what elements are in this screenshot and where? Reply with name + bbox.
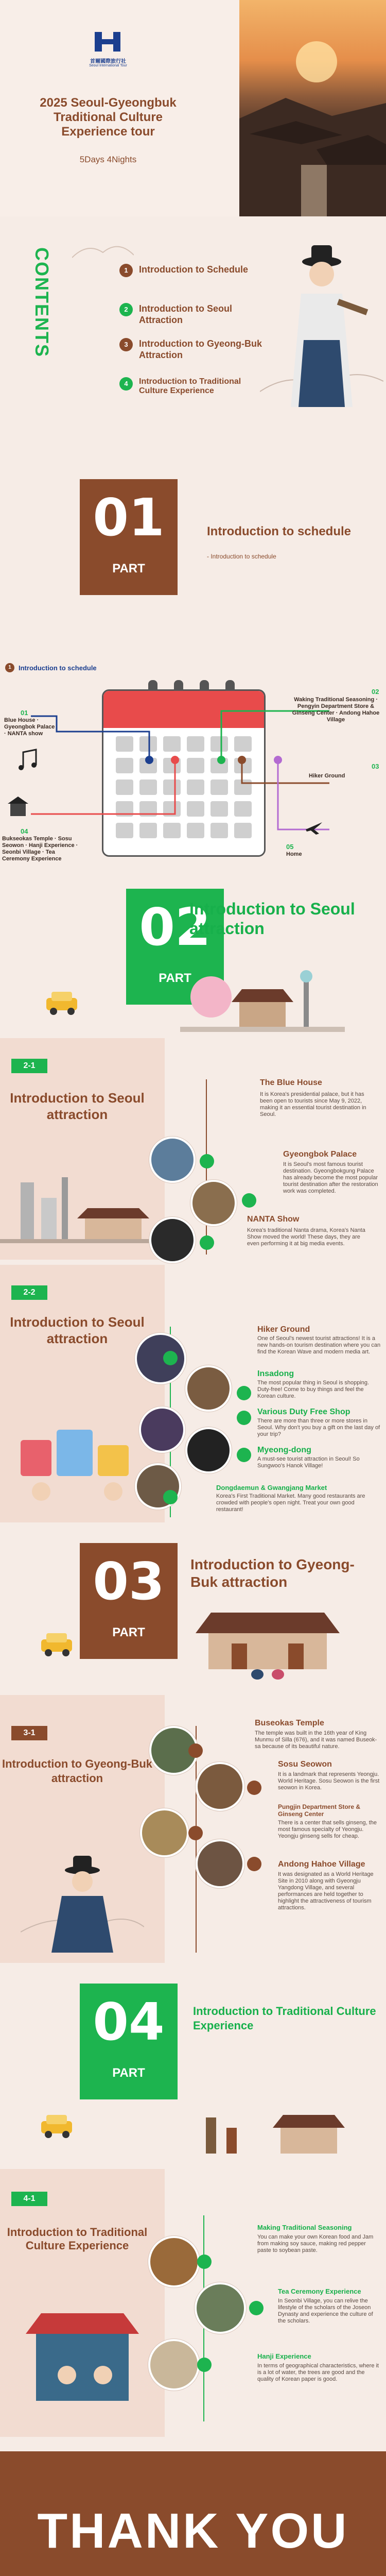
- spot-desc: The most popular thing in Seoul is shopping. Duty-free! Come to buy things and feel the Korean culture.: [257, 1380, 370, 1399]
- timeline-dot: [197, 2358, 212, 2372]
- part4-box: [80, 1984, 178, 2099]
- gyeongbok-palace-photo: [190, 1180, 237, 1226]
- part2-title: Introduction to Seoul attraction: [189, 900, 355, 938]
- spot-title: Sosu Seowon: [278, 1760, 332, 1769]
- seoul-landmark-illustration: [180, 966, 345, 1038]
- hanok-village-photo: [239, 0, 386, 216]
- nanta-show-photo: [149, 1217, 196, 1263]
- tea-ceremony-illustration: [21, 2298, 144, 2411]
- part1-section: [0, 435, 386, 641]
- toc-number: 3: [119, 338, 133, 351]
- spot-title: Dongdaemun & Gwangjang Market: [216, 1484, 327, 1492]
- schedule-day-2: 02: [372, 688, 379, 696]
- spot-title: Andong Hahoe Village: [278, 1860, 365, 1869]
- sec41-panel: [0, 2169, 165, 2437]
- part3-box: [80, 1543, 178, 1659]
- music-note-icon: [15, 747, 41, 773]
- spot-desc: It is a landmark that represents Yeongju. World Heritage. Sosu Seowon is the first seowon in Korea.: [278, 1771, 380, 1791]
- timeline-dot: [249, 2301, 264, 2315]
- tea-ceremony-photo: [195, 2282, 246, 2334]
- part1-subtitle: - Introduction to schedule: [207, 553, 276, 560]
- spot-title: Hiker Ground: [257, 1325, 310, 1334]
- sec21-title: Introduction to Seoul attraction: [10, 1090, 145, 1122]
- spot-title: Myeong-dong: [257, 1446, 311, 1454]
- cover-section: [0, 0, 386, 216]
- schedule-day-5-label: Home: [286, 851, 302, 857]
- ginseng-center-photo: [140, 1808, 189, 1857]
- hiker-ground-photo: [135, 1333, 186, 1384]
- spot-title: Insadong: [257, 1369, 294, 1378]
- timeline-dot: [237, 1386, 251, 1400]
- toc-number: 4: [119, 377, 133, 391]
- cover-title: 2025 Seoul-Gyeongbuk Traditional Culture Experience tour: [40, 96, 177, 139]
- timeline-dot: [237, 1448, 251, 1462]
- part3-section: [0, 1525, 386, 1695]
- toc-item-gyeongbuk[interactable]: [119, 338, 268, 361]
- toc-item-schedule[interactable]: [119, 264, 268, 277]
- toc-label: Introduction to Traditional Culture Experience: [139, 377, 241, 395]
- timeline-dot: [188, 1826, 203, 1840]
- mountain-decoration-icon: [72, 232, 134, 263]
- toc-label: Introduction to Gyeong-Buk Attraction: [139, 338, 262, 360]
- sosu-seowon-photo: [196, 1762, 244, 1811]
- shopping-illustration: [10, 1409, 144, 1512]
- insadong-photo: [185, 1365, 232, 1412]
- myeongdong-photo: [185, 1427, 232, 1473]
- spot-desc: In Seonbi Village, you can relive the lifestyle of the scholars of the Joseon Dynasty and experience the culture of the scholars.: [278, 2298, 373, 2324]
- spot-title: Pungjin Department Store & Ginseng Center: [278, 1803, 361, 1818]
- spot-desc: It is Seoul's most famous tourist destination. Gyeongbokgung Palace has already become the most popular tourist destination after the restoration work was completed.: [283, 1161, 378, 1194]
- spot-desc: Korea's First Traditional Market. Many good restaurants are crowded with people's open night. Treat your own good restaurant!: [216, 1493, 365, 1513]
- part4-section: [0, 1963, 386, 2169]
- logo-text: 首爾國際旅行社: [90, 59, 126, 64]
- hanok-illustration: [185, 1602, 350, 1680]
- schedule-day-2-label: Waking Traditional Seasoning · Pengyin Department Store & Ginseng Center · Andong Hahoe Village: [292, 697, 380, 723]
- schedule-connectors: [0, 659, 386, 866]
- part4-label: PART: [112, 2066, 145, 2080]
- spot-title: Various Duty Free Shop: [257, 1408, 350, 1416]
- timeline-dot: [163, 1490, 178, 1504]
- part3-number: 03: [93, 1551, 165, 1612]
- scholar-illustration: [260, 237, 383, 428]
- timeline-dot: [247, 1781, 261, 1795]
- sec22-title: Introduction to Seoul attraction: [10, 1314, 145, 1346]
- sec41-tag: 4-1: [11, 2192, 47, 2206]
- part1-title: Introduction to schedule: [207, 524, 351, 538]
- part1-box: [80, 479, 178, 595]
- toc-item-culture[interactable]: [119, 377, 268, 396]
- part2-section: [0, 889, 386, 1038]
- spot-desc: It is Korea's presidential palace, but it has been open to tourists since May 9, 2022, making it an essential tourist destination in Seoul.: [260, 1091, 366, 1117]
- blue-house-photo: [149, 1137, 196, 1183]
- spot-title: NANTA Show: [247, 1215, 300, 1224]
- part2-label: PART: [159, 971, 191, 985]
- sec31-title: Introduction to Gyeong-Buk attraction: [2, 1757, 153, 1785]
- spot-title: Buseokas Temple: [255, 1719, 324, 1727]
- part4-title: Introduction to Traditional Culture Experience: [193, 2005, 376, 2032]
- temple-icon: [5, 793, 31, 819]
- spot-desc: It was designated as a World Heritage Site in 2010 along with Gyeongju Yangdong Village, and several performances are held together to highlight the attractiveness of tourism attractions.: [278, 1871, 374, 1911]
- spot-desc: There is a center that sells ginseng, the most famous specialty of Yeongju. Yeongju ginseng sells for cheap.: [278, 1820, 377, 1839]
- toc-item-seoul[interactable]: [119, 303, 268, 326]
- sec22-tag: 2-2: [11, 1285, 47, 1300]
- schedule-day-3-label: Hiker Ground: [309, 773, 345, 779]
- hanji-photo: [148, 2339, 200, 2391]
- schedule-day-5: 05: [286, 843, 294, 851]
- schedule-heading-text: Introduction to schedule: [19, 664, 97, 672]
- seasoning-photo: [148, 2236, 200, 2287]
- toc-label: Introduction to Schedule: [139, 264, 248, 275]
- spot-desc: Korea's traditional Nanta drama, Korea's Nanta Show moved the world! These days, they are even performing it at big media events.: [247, 1227, 365, 1247]
- schedule-day-4-label: Bukseokas Temple · Sosu Seowon · Hanji Experience · Seonbi Village · Tea Ceremony Experience: [2, 836, 78, 862]
- timeline-dot: [237, 1411, 251, 1425]
- traditional-culture-illustration: [196, 2102, 360, 2159]
- spot-desc: A must-see tourist attraction in Seoul! So Sungwoo's Hanok Village!: [257, 1456, 360, 1469]
- car-icon: [36, 1628, 77, 1659]
- spot-desc: In terms of geographical characteristics, where it is a lot of water, the trees are good and the quality of Korean paper is good.: [257, 2363, 379, 2382]
- timeline-dot: [200, 1154, 214, 1168]
- part4-number: 04: [93, 1992, 165, 2052]
- timeline-dot: [200, 1235, 214, 1250]
- thank-you-section: [0, 2451, 386, 2576]
- contents-section: [0, 216, 386, 435]
- toc-label: Introduction to Seoul Attraction: [139, 303, 232, 325]
- spot-title: Gyeongbok Palace: [283, 1150, 357, 1159]
- thank-you-text: THANK YOU: [37, 2503, 349, 2558]
- sec21-tag: 2-1: [11, 1059, 47, 1073]
- sec21-panel: [0, 1038, 165, 1260]
- part1-label: PART: [112, 562, 145, 575]
- toc-number: 2: [119, 303, 133, 316]
- spot-title: Making Traditional Seasoning: [257, 2224, 352, 2231]
- scholar-reading-illustration: [21, 1850, 144, 1958]
- sec41-title: Introduction to Traditional Culture Experience: [7, 2226, 148, 2252]
- timeline-dot: [247, 1857, 261, 1871]
- part1-number: 01: [93, 487, 165, 548]
- contents-heading: CONTENTS: [31, 247, 52, 358]
- schedule-heading: 1 Introduction to schedule: [5, 663, 97, 672]
- timeline-dot: [163, 1351, 178, 1365]
- car-icon: [36, 2110, 77, 2141]
- airplane-icon: [304, 818, 324, 839]
- spot-title: Hanji Experience: [257, 2352, 311, 2360]
- schedule-day-1-label: Blue House · Gyeongbok Palace · NANTA show: [4, 717, 55, 737]
- duty-free-photo: [139, 1406, 185, 1453]
- company-logo-icon: [93, 30, 124, 54]
- spot-desc: One of Seoul's newest tourist attractions! It is a new hands-on tourism destination where you can find the Korean Wave and modern media art.: [257, 1335, 381, 1355]
- spot-desc: The temple was built in the 16th year of King Munmu of Silla (676), and it was named Buseok-sa because of its beautiful nature.: [255, 1730, 377, 1750]
- timeline-dot: [197, 2255, 212, 2269]
- part2-number: 02: [139, 897, 211, 957]
- part3-title: Introduction to Gyeong-Buk attraction: [190, 1556, 355, 1590]
- cover-days: 5Days 4Nights: [79, 155, 137, 164]
- schedule-day-1: 01: [21, 709, 28, 717]
- spot-title: Tea Ceremony Experience: [278, 2287, 361, 2295]
- part3-label: PART: [112, 1625, 145, 1639]
- spot-title: The Blue House: [260, 1078, 322, 1087]
- spot-desc: You can make your own Korean food and Jam from making soy sauce, making red pepper paste to soybean paste.: [257, 2234, 374, 2253]
- spot-desc: There are more than three or more stores in Seoul. Why don't you buy a gift on the last day of your trip?: [257, 1418, 380, 1437]
- logo-subtext: Seoul International Tour: [89, 64, 127, 67]
- schedule-day-4: 04: [21, 827, 28, 835]
- timeline-dot: [188, 1743, 203, 1758]
- car-icon: [41, 987, 82, 1018]
- seoul-skyline-illustration: [0, 1172, 154, 1249]
- hahoe-village-photo: [196, 1839, 244, 1888]
- schedule-day-3: 03: [372, 762, 379, 770]
- sec31-tag: 3-1: [11, 1726, 47, 1740]
- toc-number: 1: [119, 264, 133, 277]
- timeline-dot: [242, 1193, 256, 1208]
